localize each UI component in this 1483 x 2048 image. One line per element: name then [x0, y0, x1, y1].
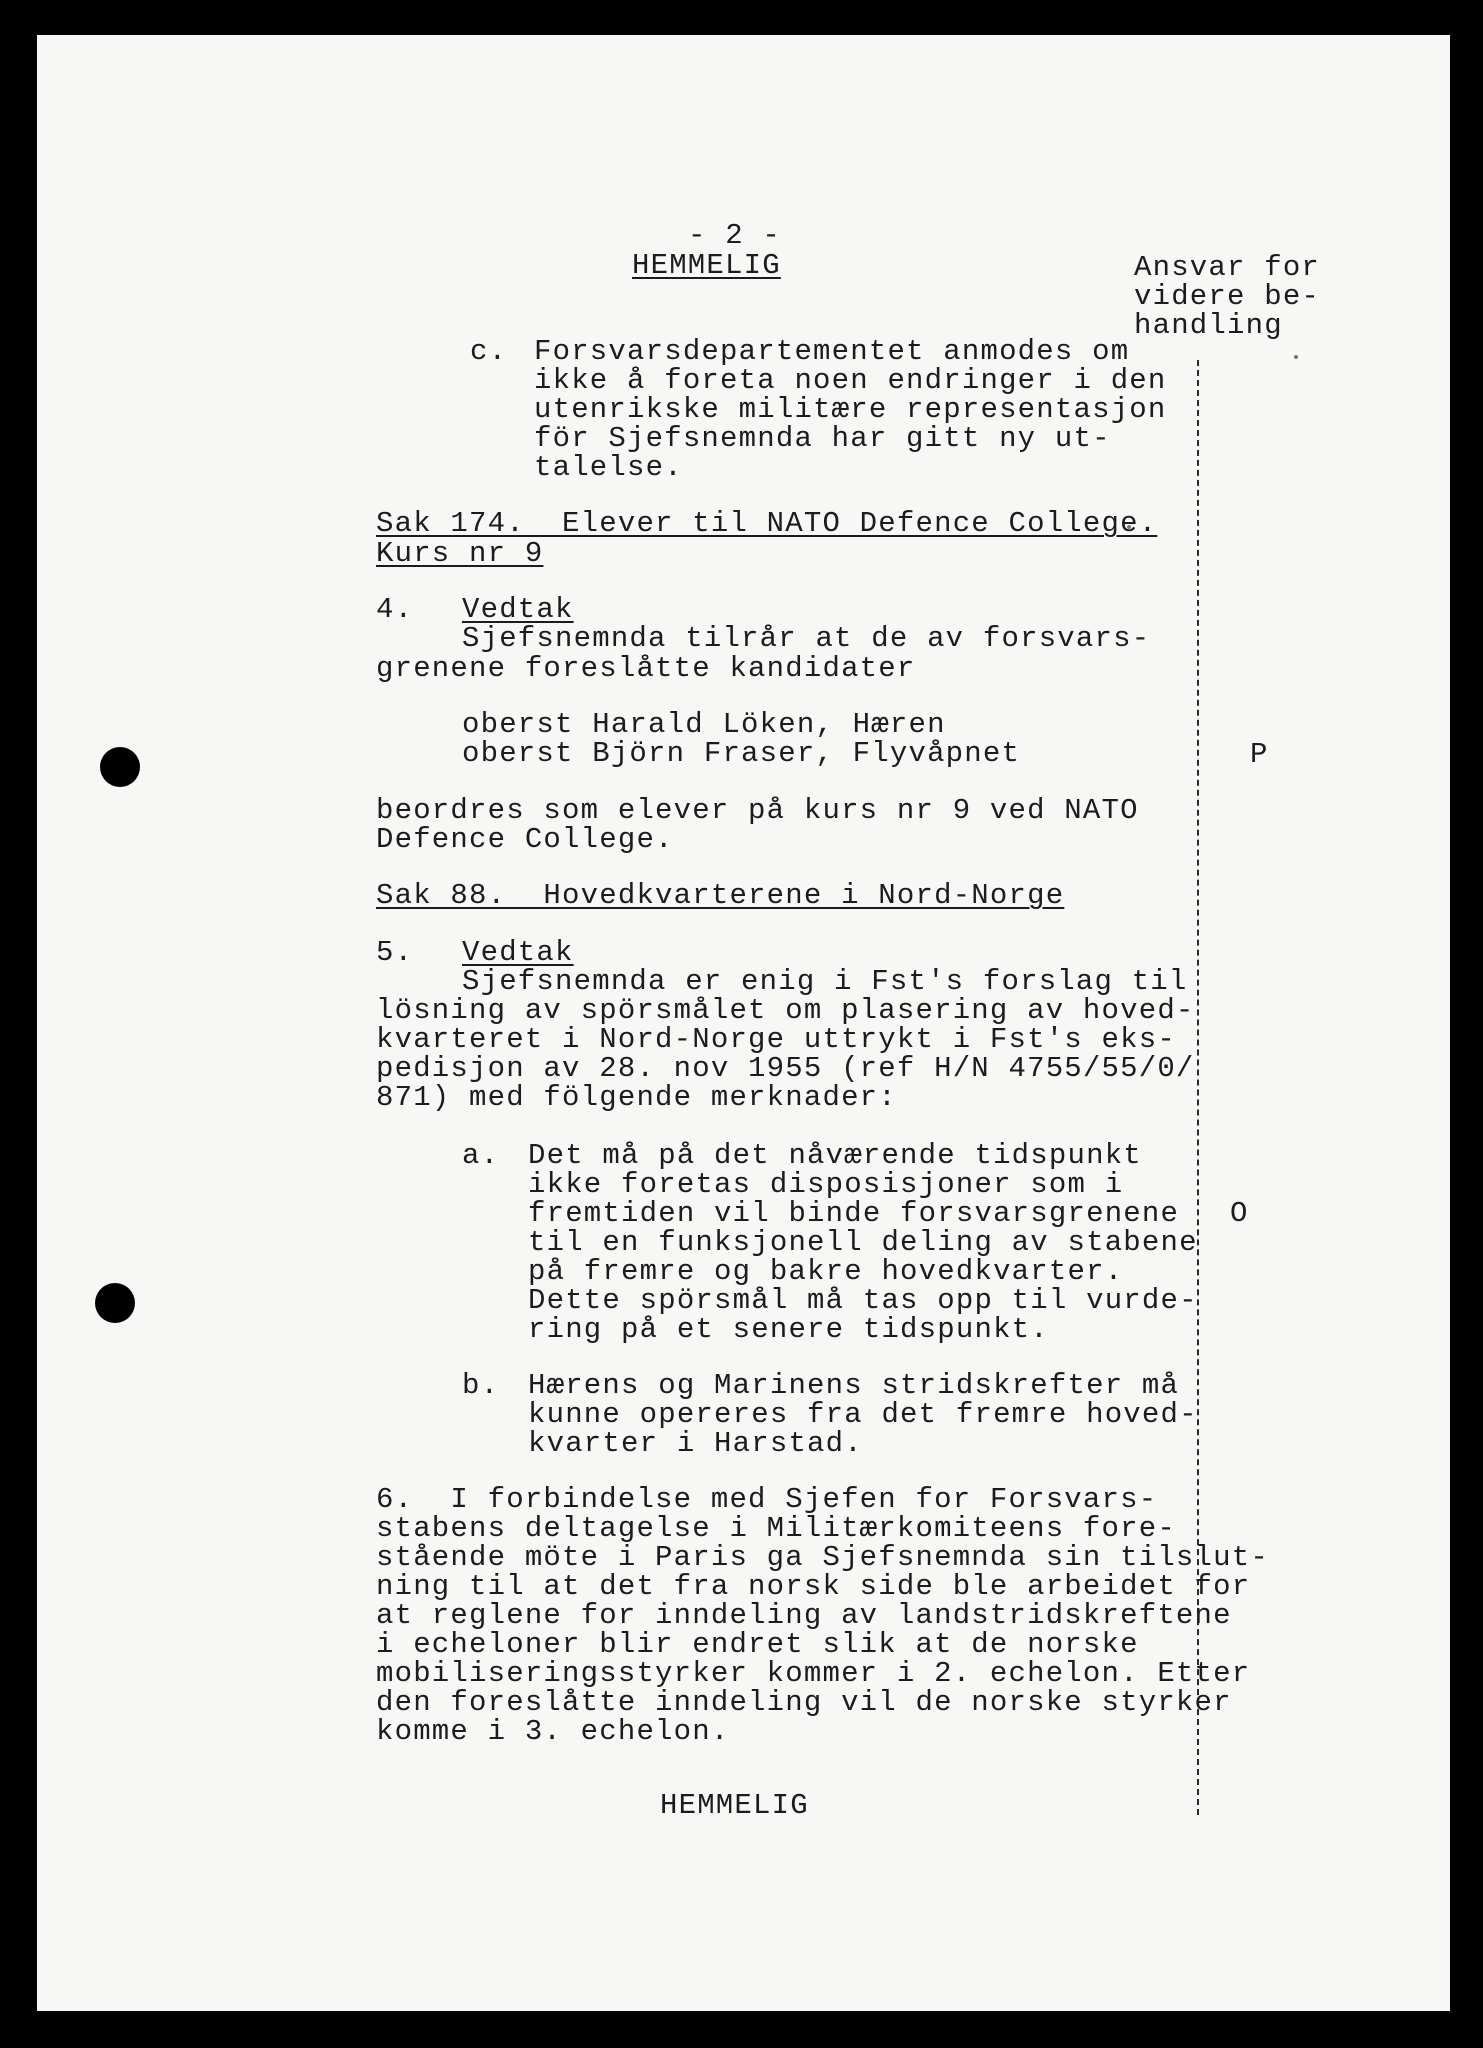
sak174-heading-line2: Kurs nr 9	[376, 537, 544, 570]
sak88-line: 871) med fölgende merknader:	[376, 1081, 897, 1114]
paper-speck	[1294, 355, 1298, 359]
sak88-line: lösning av spörsmålet om plasering av hoved-	[376, 994, 1195, 1027]
item-b-line: kvarter i Harstad.	[528, 1427, 863, 1460]
item-c-line: för Sjefsnemnda har gitt ny ut-	[534, 422, 1111, 455]
punch-hole-upper	[100, 747, 140, 787]
sak174-line: Sjefsnemnda tilrår at de av forsvars-	[462, 622, 1151, 655]
item-a-line: på fremre og bakre hovedkvarter.	[528, 1255, 1124, 1288]
item-c-label: c.	[470, 335, 508, 368]
item-a-line: fremtiden vil binde forsvarsgrenene	[528, 1197, 1180, 1230]
item-b-label: b.	[462, 1369, 500, 1402]
margin-mark-o: O	[1230, 1197, 1249, 1230]
margin-header-line: Ansvar for	[1134, 251, 1321, 284]
item-c-line: Forsvarsdepartementet anmodes om	[534, 335, 1130, 368]
sak88-number: 5.	[376, 936, 414, 969]
item-6-line: komme i 3. echelon.	[376, 1715, 730, 1748]
item-a-label: a.	[462, 1139, 500, 1172]
sak88-line: Sjefsnemnda er enig i Fst's forslag til	[462, 965, 1188, 998]
sak174-line: grenene foreslåtte kandidater	[376, 652, 916, 685]
sak88-line: kvarteret i Nord-Norge uttrykt i Fst's eks-	[376, 1023, 1176, 1056]
candidate-line: oberst Björn Fraser, Flyvåpnet	[462, 737, 1021, 770]
item-6-line: stående möte i Paris ga Sjefsnemnda sin tilslut-	[376, 1541, 1269, 1574]
page-number: - 2 -	[688, 219, 782, 252]
sak174-tail-line: Defence College.	[376, 823, 674, 856]
item-b-line: Hærens og Marinens stridskrefter må	[528, 1369, 1180, 1402]
sak88-line: pedisjon av 28. nov 1955 (ref H/N 4755/55/0/	[376, 1052, 1195, 1085]
sak88-heading: Sak 88. Hovedkvarterene i Nord-Norge	[376, 879, 1065, 912]
item-c-line: talelse.	[534, 451, 683, 484]
item-6-line: mobiliseringsstyrker kommer i 2. echelon. Etter	[376, 1657, 1251, 1690]
punch-hole-lower	[95, 1283, 135, 1323]
item-6-line: ning til at det fra norsk side ble arbeidet for	[376, 1570, 1251, 1603]
item-b-line: kunne opereres fra det fremre hoved-	[528, 1398, 1198, 1431]
item-a-line: til en funksjonell deling av stabene	[528, 1226, 1198, 1259]
item-6-line: at reglene for inndeling av landstridskreftene	[376, 1599, 1232, 1632]
item-6-line: stabens deltagelse i Militærkomiteens fore-	[376, 1512, 1176, 1545]
sak174-vedtak: Vedtak	[462, 593, 574, 626]
item-6-line: den foreslåtte inndeling vil de norske styrker	[376, 1686, 1232, 1719]
margin-header-line: handling	[1134, 309, 1283, 342]
item-6-line: 6. I forbindelse med Sjefen for Forsvars-	[376, 1483, 1158, 1516]
classification-bottom: HEMMELIG	[660, 1789, 809, 1822]
item-a-line: Det må på det nåværende tidspunkt	[528, 1139, 1142, 1172]
sak174-heading: Sak 174. Elever til NATO Defence College.	[376, 507, 1158, 540]
margin-mark-p: P	[1250, 738, 1269, 771]
candidate-line: oberst Harald Löken, Hæren	[462, 708, 946, 741]
item-c-line: utenrikske militære representasjon	[534, 393, 1167, 426]
margin-header-line: videre be-	[1134, 280, 1321, 313]
sak88-vedtak: Vedtak	[462, 936, 574, 969]
item-a-line: ikke foretas disposisjoner som i	[528, 1168, 1124, 1201]
classification-top: HEMMELIG	[632, 249, 781, 282]
item-a-line: Dette spörsmål må tas opp til vurde-	[528, 1284, 1198, 1317]
item-a-line: ring på et senere tidspunkt.	[528, 1313, 1049, 1346]
sak174-tail-line: beordres som elever på kurs nr 9 ved NATO	[376, 794, 1139, 827]
item-6-line: i echeloner blir endret slik at de norske	[376, 1628, 1139, 1661]
sak174-number: 4.	[376, 593, 414, 626]
item-c-line: ikke å foreta noen endringer i den	[534, 364, 1167, 397]
